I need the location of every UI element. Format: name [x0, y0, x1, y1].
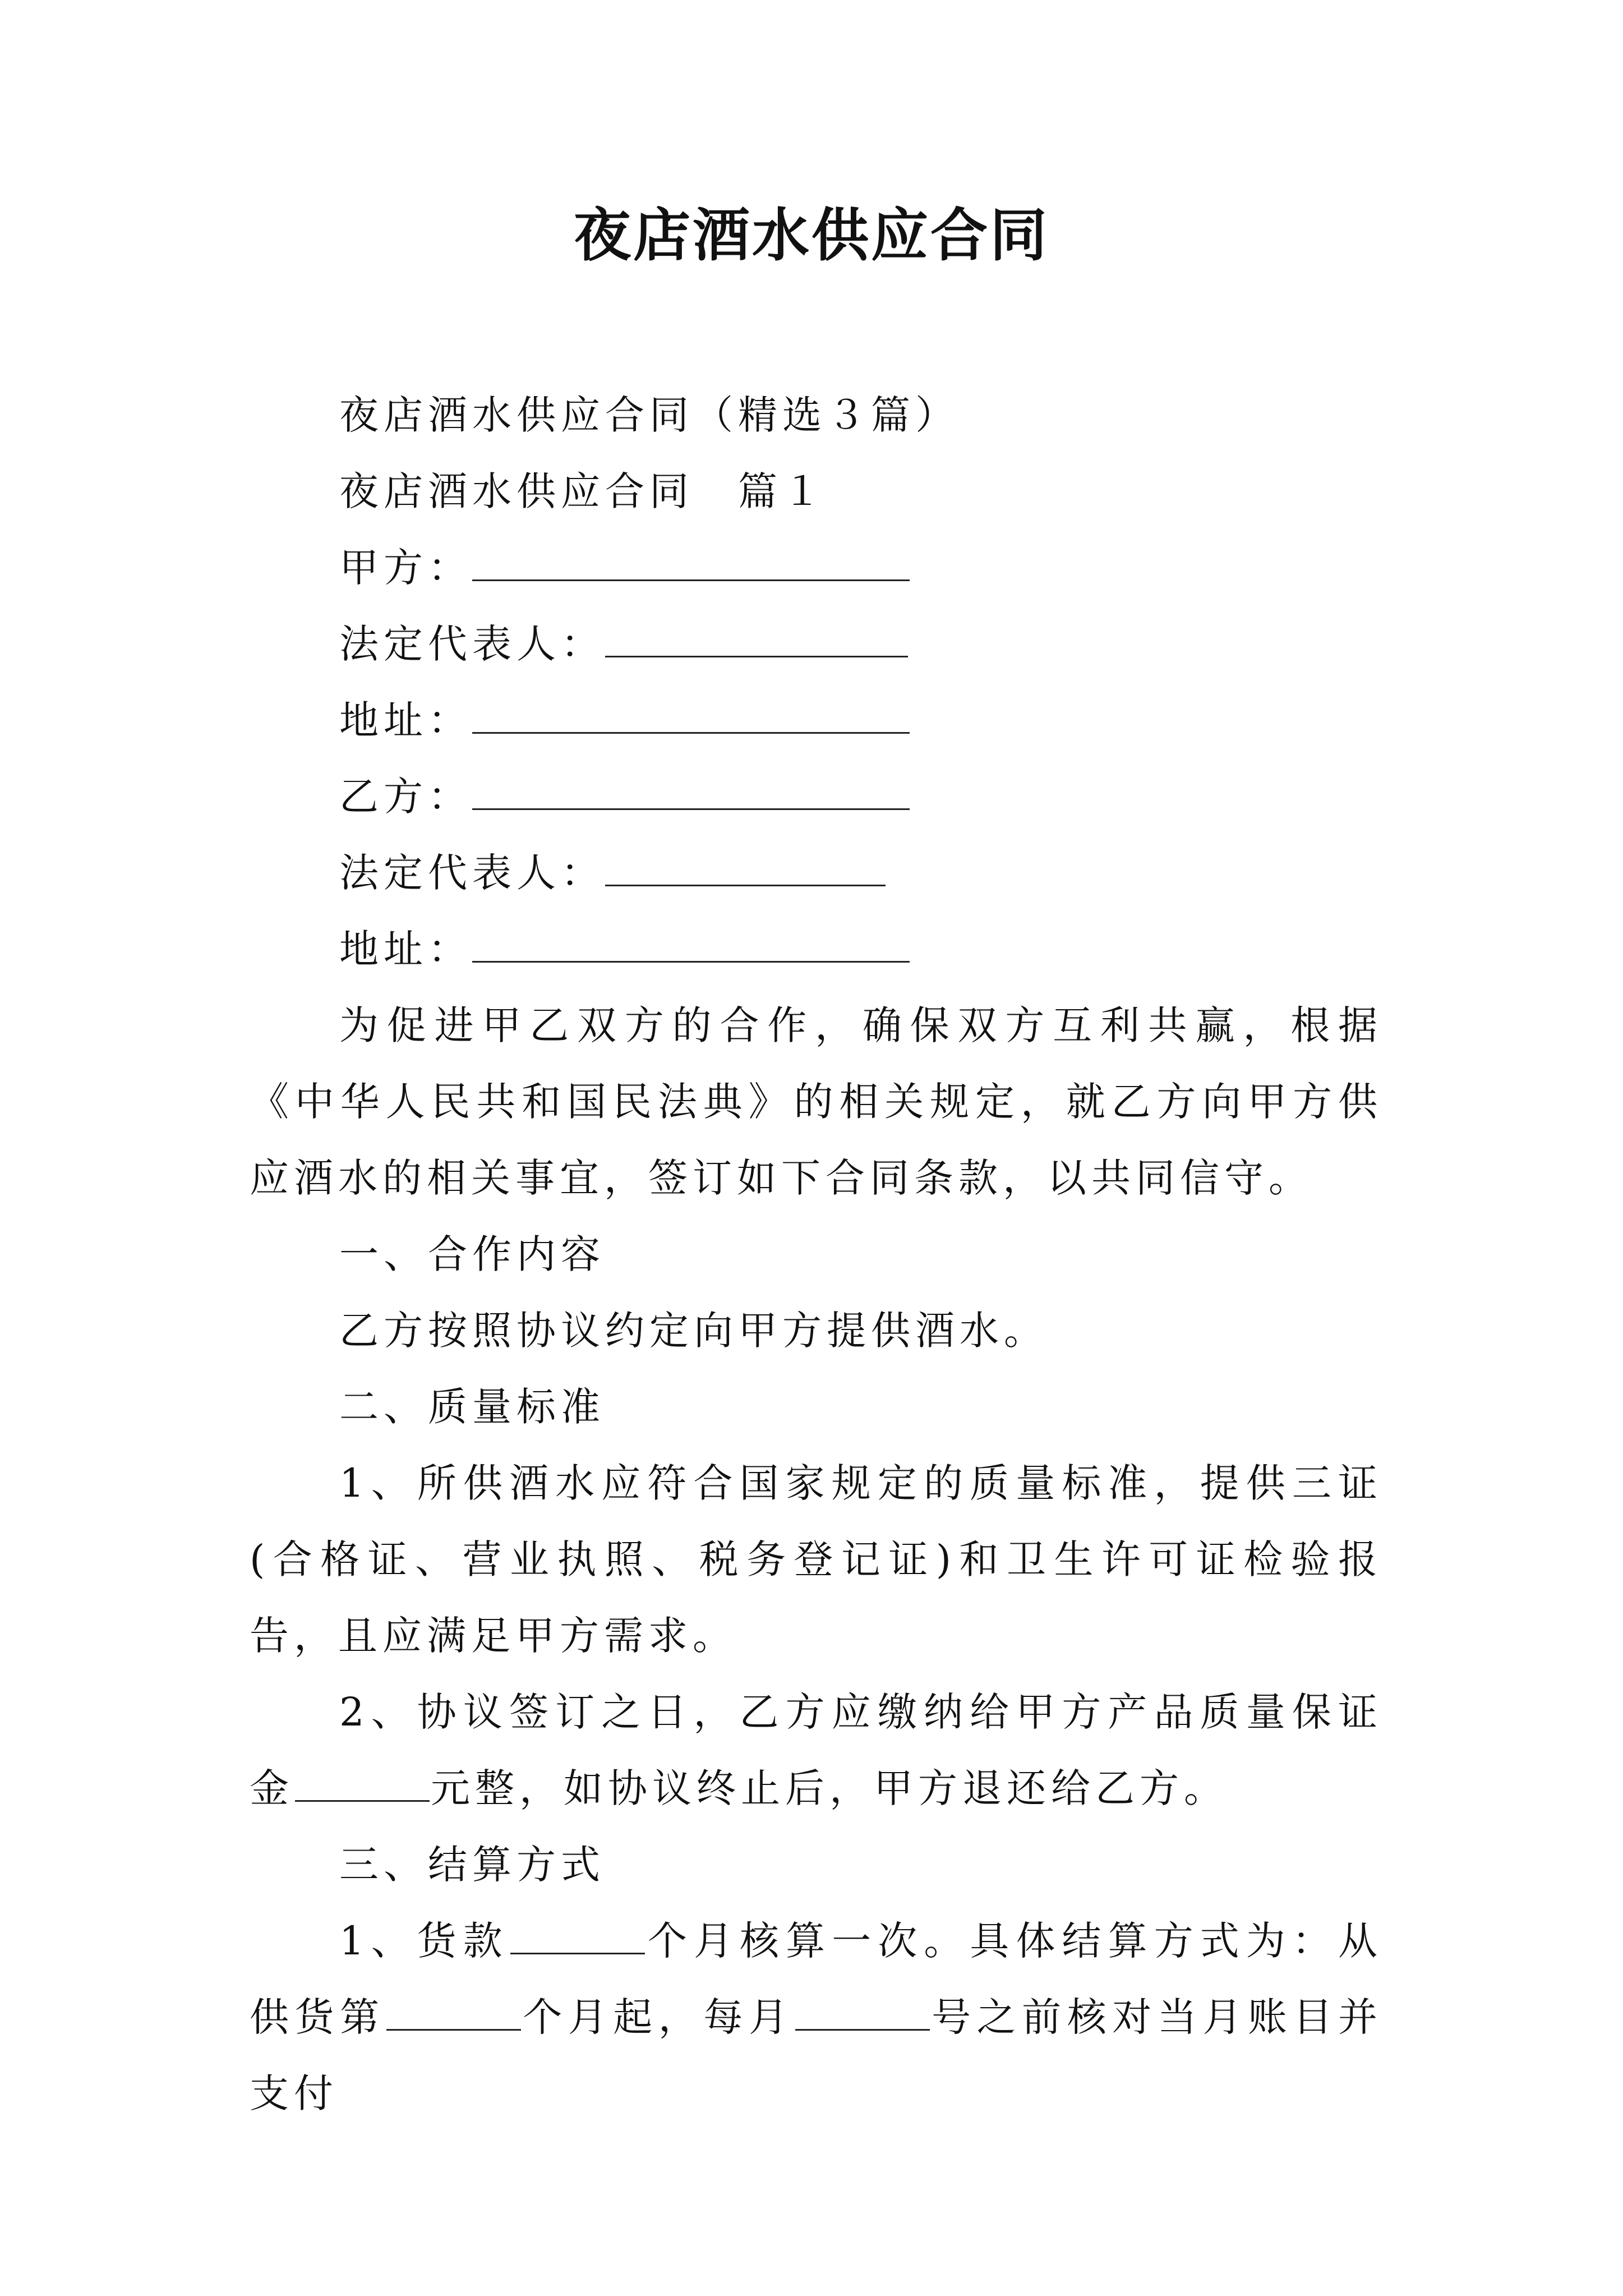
intro-paragraph: 为促进甲乙双方的合作，确保双方互利共赢，根据《中华人民共和国民法典》的相关规定，就乙方向甲方供应酒水的相关事宜，签订如下合同条款，以共同信守。 — [250, 1002, 1382, 1201]
party-a-rep-label: 法定代表人： — [339, 621, 605, 667]
section2-item2-part-b: 元整，如协议终止后，甲方退还给乙方。 — [431, 1765, 1228, 1811]
section2-heading: 二、质量标准 — [339, 1384, 605, 1430]
party-a-addr-blank[interactable] — [472, 698, 910, 734]
party-b-addr-blank[interactable] — [472, 927, 910, 963]
party-b-field — [250, 758, 1382, 835]
section3-item1-part-c: 个月起，每月 — [522, 1994, 794, 2040]
party-a-blank[interactable] — [472, 546, 910, 581]
party-b-addr-field — [250, 911, 1382, 987]
part-heading-text: 夜店酒水供应合同 篇１ — [339, 468, 827, 514]
section3-item1-part-a: 1、货款 — [339, 1918, 509, 1964]
party-b-rep-blank[interactable] — [605, 851, 886, 886]
subtitle — [250, 377, 1382, 453]
document-title: 夜店酒水供应合同 — [574, 202, 1049, 269]
section2-item2 — [250, 1674, 1382, 1826]
start-month-blank[interactable] — [386, 1998, 521, 2031]
day-of-month-blank[interactable] — [795, 1998, 930, 2031]
part-heading — [250, 453, 1382, 530]
party-b-rep-label: 法定代表人： — [339, 850, 605, 896]
section3-item1 — [250, 1903, 1382, 2132]
party-b-label: 乙方： — [339, 774, 472, 820]
party-a-addr-field — [250, 682, 1382, 758]
section1-text: 乙方按照协议约定向甲方提供酒水。 — [339, 1308, 1048, 1354]
party-b-addr-label: 地址： — [339, 926, 472, 972]
section2-item2-part-a: 2、协议签订之日，乙方应缴纳给甲方产品质量保证金 — [250, 1689, 1382, 1811]
party-a-field — [250, 530, 1382, 606]
party-b-blank[interactable] — [472, 775, 910, 810]
party-a-addr-label: 地址： — [339, 697, 472, 743]
party-a-label: 甲方： — [339, 545, 472, 591]
section3-item1-part-d: 号之前核对当月账目并支付 — [250, 1994, 1383, 2116]
section1-heading: 一、合作内容 — [339, 1231, 605, 1277]
section3-item1-part-b: 个月核算一次。具体结算方式为：从供货第 — [250, 1918, 1382, 2040]
section3-heading: 三、结算方式 — [339, 1842, 605, 1888]
section2-item1: 1、所供酒水应符合国家规定的质量标准，提供三证(合格证、营业执照、税务登记证)和卫生许可证检验报告，且应满足甲方需求。 — [250, 1460, 1382, 1659]
party-b-rep-field — [250, 835, 1382, 911]
document-body — [250, 377, 1382, 2132]
deposit-amount-blank[interactable] — [295, 1769, 430, 1802]
party-a-rep-blank[interactable] — [605, 622, 908, 657]
party-a-rep-field — [250, 606, 1382, 682]
subtitle-text: 夜店酒水供应合同（精选３篇） — [339, 392, 960, 438]
settlement-months-blank[interactable] — [510, 1921, 645, 1954]
